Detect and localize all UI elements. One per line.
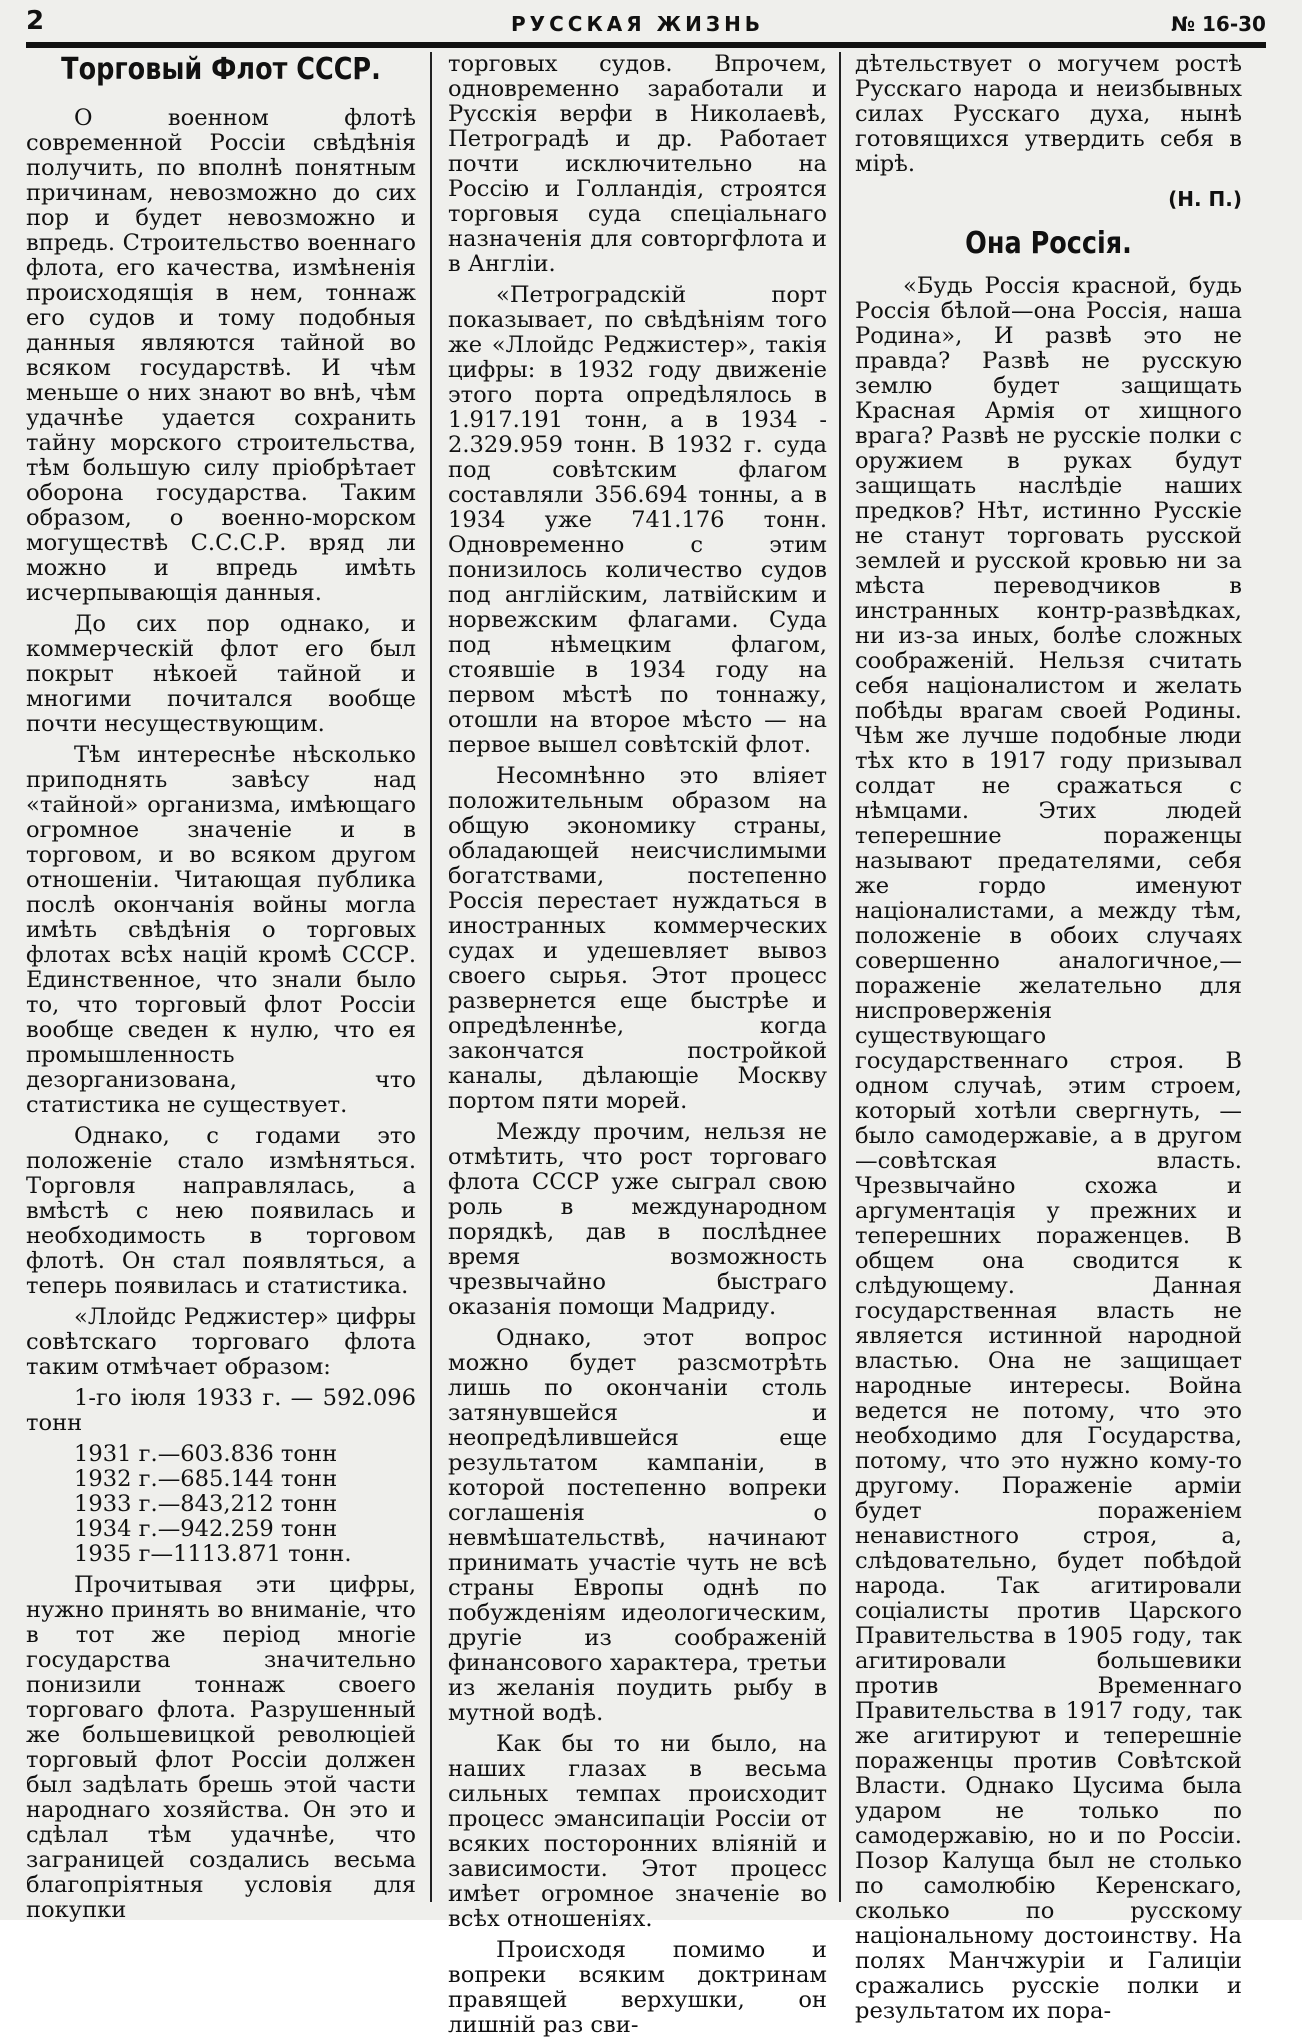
article-heading-fleet: Торговый Флот СССР. bbox=[61, 52, 381, 87]
paragraph: Тѣм интереснѣе нѣсколько приподнять завѣсу над «тайной» организма, имѣющаго огромное значеніе и в торговом, и во всяком другом отношеніи. Читающая публика послѣ окончанія войны могла имѣть свѣдѣнія о торговых флотах всѣх націй кромѣ СССР. Единственное, что знали было то, что торговый флот Россіи вообще сведен к нулю, что ея промышленность дезорганизована, что статистика не существует. bbox=[26, 742, 416, 1118]
issue-number: № 16-30 bbox=[1170, 12, 1266, 36]
paragraph: О военном флотѣ современной Россіи свѣдѣнія получить, по вполнѣ понятным причинам, невозможно до сих пор и будет невозможно и впредь. Строительство военнаго флота, его качества, измѣненія происходящія в нем, тоннаж его судов и тому подобныя данныя являются тайной во всяком государствѣ. И чѣм меньше о них знают во внѣ, чѣм удачнѣе удается сохранить тайну морского строительства, тѣм большую силу пріобрѣтает оборона государства. Таким образом, о военно-морском могуществѣ С.С.С.Р. вряд ли можно и впредь имѣть исчерпывающія данныя. bbox=[26, 105, 416, 606]
paragraph: Несомнѣнно это вліяет положительным образом на общую экономику страны, обладающей неисчислимыми богатствами, постепенно Россія перестает нуждаться в иностранных коммерческих судах и удешевляет вывоз своего сырья. Этот процесс развернется еще быстрѣе и опредѣленнѣе, когда закончатся постройкой каналы, дѣлающіе Москву портом пяти морей. bbox=[448, 763, 827, 1114]
columns bbox=[26, 51, 1266, 2038]
paragraph: Происходя помимо и вопреки всяким доктринам правящей верхушки, он лишній раз сви- bbox=[448, 1937, 827, 2038]
list-item: 1931 г.—603.836 тонн bbox=[74, 1441, 338, 1467]
paragraph-continued: дѣтельствует о могучем ростѣ Русскаго народа и неизбывных силах Русскаго духа, нынѣ готовящихся утвердить себя в мірѣ. bbox=[855, 51, 1242, 177]
column-1 bbox=[26, 52, 430, 1923]
paragraph: Между прочим, нельзя не отмѣтить, что рост торговаго флота СССР уже сыграл свою роль в международном порядкѣ, дав в послѣднее время возможность чрезвычайно быстраго оказанія помощи Мадриду. bbox=[448, 1119, 827, 1320]
page-number: 2 bbox=[26, 6, 45, 36]
paragraph: «Будь Россія красной, будь Россія бѣлой—она Россія, наша Родина», И развѣ это не правда? Развѣ не русскую землю будет защищать Красная Армія от хищного врага? Развѣ не русскіе полки с оружием в руках будут защищать наслѣдіе наших предков? Нѣт, истинно Русскіе не станут торговать русской землей и русской кровью ни за мѣста переводчиков в инстранных контр-развѣдках, ни из-за иных, болѣе сложных соображеній. Нельзя считать себя націоналистом и желать побѣды врагам своей Родины. Чѣм же лучше подобные люди тѣх кто в 1917 году призывал солдат не сражаться с нѣмцами. Этих людей теперешние пораженцы называют предателями, себя же гордо именуют націоналистами, а между тѣм, положеніе в обоих случаях совершенно аналогичное,—пораженіе желательно для ниспроверженія существующаго государственнаго строя. В одном случаѣ, этим строем, который хотѣли свергнуть, — было самодержавіе, а в другом —совѣтская власть. Чрезвычайно схожа и аргументація у прежних и теперешних пораженцев. В общем она сводится к слѣдующему. Данная государственная власть не является истинной народной властью. Она не защищает народные интересы. Война ведется не потому, что это необходимо для Государства, потому, что это нужно кому-то другому. Пораженіе арміи будет пораженіем ненавистного строя, а, слѣдовательно, будет побѣдой народа. Так агитировали соціалисты против Царского Правительства в 1905 году, так агитировали большевики против Временнаго Правительства в 1917 году, так же агитируют и теперешніе пораженцы против Совѣтской Власти. Однако Цусима была ударом не только по самодержавію, но и по Россіи. Позор Калуща был не столько по самолюбію Керенскаго, сколько по русскому національному достоинству. На полях Манчжуріи и Галиціи сражались русскіе полки и результатом их пора- bbox=[855, 273, 1242, 2024]
paragraph: Однако, с годами это положеніе стало измѣняться. Торговля направлялась, а вмѣстѣ с нею появилась и необходимость в торговом флотѣ. Он стал появляться, а теперь появилась и статистика. bbox=[26, 1123, 416, 1299]
masthead-rule bbox=[26, 42, 1266, 48]
paragraph: Как бы то ни было, на наших глазах в весьма сильных темпах происходит процесс эмансипаціи Россіи от всяких посторонних вліяній и зависимости. Этот процесс имѣет огромное значеніе во всѣх отношеніях. bbox=[448, 1731, 827, 1932]
paragraph: «Петроградскій порт показывает, по свѣдѣніям того же «Ллойдс Реджистер», такія цифры: в 1932 году движеніе этого порта опредѣлялось в 1.917.191 тонн, а в 1934 - 2.329.959 тонн. В 1932 г. суда под совѣтским флагом составляли 356.694 тонны, а в 1934 уже 741.176 тонн. Одновременно с этим понизилось количество судов под англійским, латвійским и норвежским флагами. Суда под нѣмецким флагом, стоявшіе в 1934 году на первом мѣстѣ по тоннажу, отошли на второе мѣсто — на первое вышел совѣтскій флот. bbox=[448, 282, 827, 758]
newspaper-title: РУССКАЯ ЖИЗНЬ bbox=[511, 12, 765, 36]
paragraph: Однако, этот вопрос можно будет разсмотрѣть лишь по окончаніи столь затянувшейся и неопредѣлившейся еще результатом кампаніи, в которой постепенно вопреки соглашенія о невмѣшательствѣ, начинают принимать участіе чуть не всѣ страны Европы однѣ по побужденіям идеологическим, другіе из соображеній финансового характера, третьи из желанія поудить рыбу в мутной водѣ. bbox=[448, 1325, 827, 1726]
paragraph: 1-го іюля 1933 г. — 592.096 тонн bbox=[26, 1385, 416, 1436]
list-item: 1932 г.—685.144 тонн bbox=[74, 1466, 338, 1492]
list-item: 1934 г.—942.259 тонн bbox=[74, 1516, 338, 1542]
paragraph: Прочитывая эти цифры, нужно принять во вниманіе, что в тот же період многіе государства значительно понизили тоннаж своего торговаго флота. Разрушенный же большевицкой революціей торговый флот Россіи должен был задѣлать брешь этой части народнаго хозяйства. Он это и сдѣлал тѣм удачнѣе, что заграницей создались весьма благопріятныя условія для покупки bbox=[26, 1572, 416, 1923]
list-item: 1935 г—1113.871 тонн. bbox=[74, 1541, 352, 1567]
column-2 bbox=[430, 51, 839, 2038]
masthead bbox=[26, 6, 1266, 36]
author-signature: (Н. П.) bbox=[1168, 187, 1242, 211]
paragraph: До сих пор однако, и коммерческій флот его был покрыт нѣкоей тайной и многими почитался вообще почти несуществующим. bbox=[26, 611, 416, 737]
article-heading-russia: Она Россія. bbox=[965, 226, 1132, 261]
paragraph-continued: торговых судов. Впрочем, одновременно заработали и Русскія верфи в Николаевѣ, Петроградѣ и др. Работает почти исключительно на Россію и Голландія, строятся торговыя суда спеціальнаго назначенія для совторгфлота и в Англіи. bbox=[448, 51, 827, 277]
tonnage-list bbox=[26, 1442, 416, 1567]
column-3 bbox=[839, 51, 1242, 2024]
list-item: 1933 г.—843,212 тонн bbox=[74, 1491, 338, 1517]
paragraph: «Ллойдс Реджистер» цифры совѣтскаго торговаго флота таким отмѣчает образом: bbox=[26, 1304, 416, 1380]
